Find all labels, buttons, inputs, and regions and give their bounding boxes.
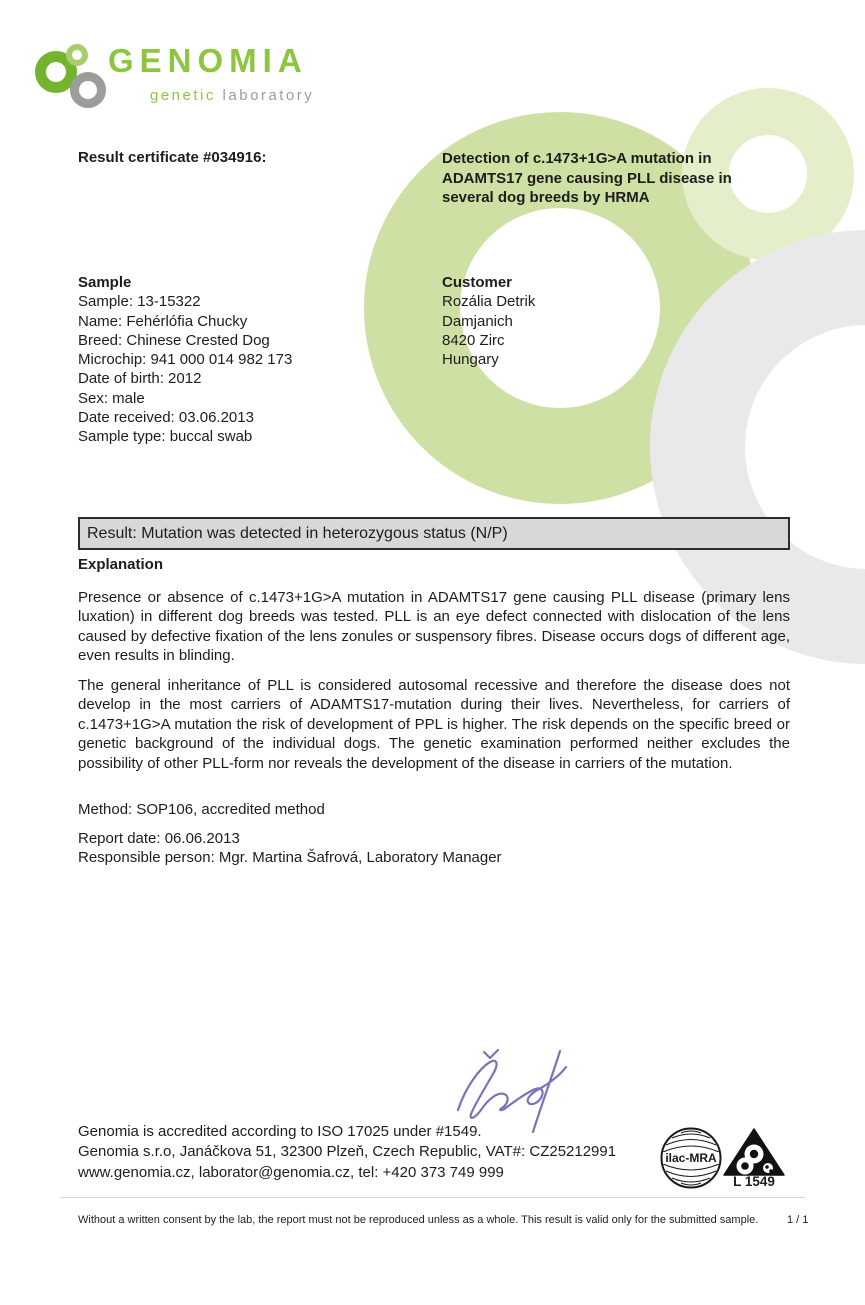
sample-name-line: Name: Fehérlófia Chucky xyxy=(78,312,248,330)
sample-received-line: Date received: 03.06.2013 xyxy=(78,409,254,427)
footer-block xyxy=(78,1122,616,1183)
result-box xyxy=(78,517,790,550)
customer-info-block xyxy=(442,273,702,369)
explanation-heading: Explanation xyxy=(78,556,164,573)
footer-divider xyxy=(60,1197,805,1198)
sample-info-block xyxy=(78,273,408,447)
sample-sex-line: Sex: male xyxy=(78,389,145,407)
sample-birth-line: Date of birth: 2012 xyxy=(78,370,202,388)
customer-country-line: Hungary xyxy=(442,351,499,369)
sample-heading: Sample xyxy=(78,274,132,291)
footer-address-line: Genomia s.r.o, Janáčkova 51, 32300 Plzeň, Czech Republic, VAT#: CZ25212991 xyxy=(78,1143,617,1161)
footer-contact-line: www.genomia.cz, laborator@genomia.cz, tel: +420 373 749 999 xyxy=(78,1163,504,1181)
explanation-paragraph-1: Presence or absence of c.1473+1G>A mutation in ADAMTS17 gene causing PLL disease (primary lens luxation) in different dog breeds was tested. PLL is an eye defect connected with dislocation of the lens caused by defective fixation of the lens zonules or suspensory fibres. Disease occurs dogs of different age, even results in blinding. xyxy=(78,589,790,665)
report-block xyxy=(78,829,502,868)
sample-id-line: Sample: 13-15322 xyxy=(78,293,201,311)
report-date-line: Report date: 06.06.2013 xyxy=(78,830,240,847)
sample-breed-line: Breed: Chinese Crested Dog xyxy=(78,331,270,349)
responsible-person-line: Responsible person: Mgr. Martina Šafrová, Laboratory Manager xyxy=(78,849,502,867)
logo-ring-lightgreen-icon xyxy=(66,44,88,66)
certificate-number-title: Result certificate #034916: xyxy=(78,149,267,166)
ilac-mra-logo-icon xyxy=(659,1126,723,1190)
logo-tagline xyxy=(150,87,314,104)
customer-street-line: Damjanich xyxy=(442,312,513,330)
explanation-paragraph-2: The general inheritance of PLL is considered autosomal recessive and therefore the disease does not develop in the most carriers of ADAMTS17-mutation during their lives. Nevertheless, for carriers of c.1473+1G>A mutation the risk of development of PPL is higher. The risk depends on the specific breed or genetic background of the individual dogs. The genetic examination performed neither excludes the possibility of other PLL-form nor reveals the development of the disease in carriers of the mutation. xyxy=(78,677,790,772)
logo-tagline-genetic: genetic xyxy=(150,87,216,104)
test-title: Detection of c.1473+1G>A mutation in ADAMTS17 gene causing PLL disease in several dog breeds by HRMA xyxy=(442,150,732,206)
logo-brand-text: GENOMIA xyxy=(108,42,308,79)
accreditation-triangle-logo-icon xyxy=(723,1128,785,1176)
accreditation-number-label: L 1549 xyxy=(733,1174,775,1189)
method-line: Method: SOP106, accredited method xyxy=(78,801,325,818)
sample-microchip-line: Microchip: 941 000 014 982 173 xyxy=(78,351,293,369)
result-text: Result: Mutation was detected in heterozygous status (N/P) xyxy=(87,525,508,542)
customer-heading: Customer xyxy=(442,274,513,291)
logo-ring-gray-icon xyxy=(70,72,106,108)
sample-type-line: Sample type: buccal swab xyxy=(78,428,253,446)
logo-tagline-laboratory: laboratory xyxy=(222,87,315,104)
disclaimer-text: Without a written consent by the lab, the report must not be reproduced unless as a whole. This result is valid only for the submitted sample. xyxy=(78,1214,759,1226)
page-number: 1 / 1 xyxy=(787,1214,809,1226)
ilac-mra-label: ilac-MRA xyxy=(665,1151,717,1165)
customer-name-line: Rozália Detrik xyxy=(442,293,536,311)
customer-city-line: 8420 Zirc xyxy=(442,331,505,349)
footer-accreditation-line: Genomia is accredited according to ISO 17025 under #1549. xyxy=(78,1123,482,1140)
